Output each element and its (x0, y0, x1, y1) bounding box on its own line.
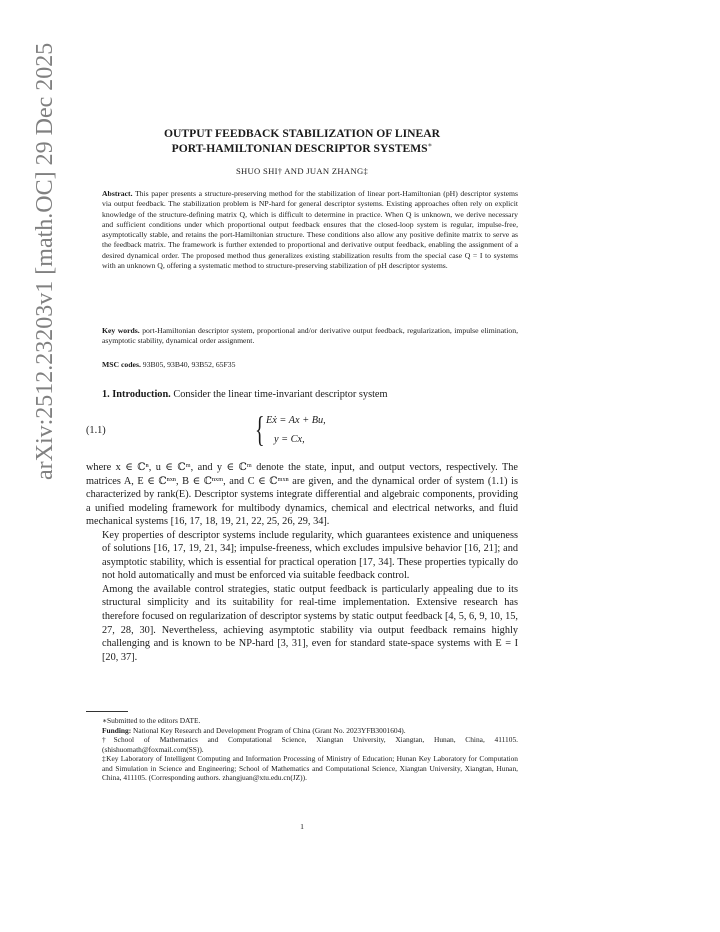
title-line-2: PORT-HAMILTONIAN DESCRIPTOR SYSTEMS∗ (171, 141, 433, 155)
abstract (86, 189, 518, 271)
intro-body (86, 461, 518, 664)
section-heading: 1. Introduction. (102, 389, 171, 400)
funding-text: National Key Research and Development Program of China (Grant No. 2023YFB3001604). (133, 725, 406, 735)
keywords-text: port-Hamiltonian descriptor system, proportional and/or derivative output feedback, regularization, impulse elimination, asymptotic stability, dynamical order assignment. (102, 326, 518, 346)
footnote-affiliation-2: ‡Key Laboratory of Intelligent Computing and Information Processing of Ministry of Education; Hunan Key Laboratory for Computation and Simulation in Science and Engineering; School of Mathematics and Computational Science, Xiangtan University, Xiangtan, Hunan, China, 411105. (Corresponding authors. zhangjuan@xtu.edu.cn(JZ)). (102, 754, 518, 782)
equation-number: (1.1) (86, 425, 106, 436)
equation-brace: { (255, 409, 265, 449)
msc-label: MSC codes. (102, 360, 141, 369)
footnote-submitted: ∗Submitted to the editors DATE. (102, 716, 201, 725)
title-line-1: OUTPUT FEEDBACK STABILIZATION OF LINEAR (164, 127, 440, 140)
paragraph-1: where x ∈ ℂⁿ, u ∈ ℂᵐ, and y ∈ ℂᵐ denote the state, input, and output vectors, respectively. The matrices A, E ∈ ℂⁿˣⁿ, B ∈ ℂⁿˣᵐ, and C ∈ ℂᵐˣⁿ are given, and the dynamical order of system (1.1) is characterized by rank(E). Descriptor systems integrate differential and algebraic components, providing a unified modeling framework for multibody dynamics, chemical and electrical networks, and fluid mechanical systems [16, 17, 18, 19, 21, 22, 25, 26, 29, 34]. (86, 462, 518, 528)
equation-line-2: y = Cx, (274, 434, 305, 445)
keywords-label: Key words. (102, 326, 140, 335)
section-lead: Consider the linear time-invariant descriptor system (173, 389, 388, 400)
paper-title (86, 126, 518, 156)
abstract-label: Abstract. (102, 189, 133, 198)
funding-label: Funding: (102, 725, 132, 735)
msc-codes (86, 360, 518, 370)
title-footnote-mark: ∗ (427, 141, 433, 150)
arxiv-identifier: arXiv:2512.23203v1 [math.OC] 29 Dec 2025 (32, 42, 58, 480)
paragraph-3: Among the available control strategies, static output feedback is particularly appealing due to its structural simplicity and its suitability for real-time implementation. Extensive research has therefore focused on regularization of descriptor systems by static output feedback [4, 5, 6, 9, 10, 15, 27, 28, 30]. Nevertheless, achieving asymptotic stability via output feedback remains highly challenging and is known to be NP-hard [3, 31], even for standard state-space systems with E = I [20, 37]. (102, 583, 518, 663)
author-list: SHUO SHI† AND JUAN ZHANG‡ (235, 166, 369, 176)
footnote-rule (86, 711, 128, 712)
equation-line-1: Eẋ = Ax + Bu, (266, 415, 326, 426)
keywords (86, 326, 518, 347)
msc-text: 93B05, 93B40, 93B52, 65F35 (142, 360, 236, 369)
footnotes (86, 716, 518, 783)
paragraph-2: Key properties of descriptor systems include regularity, which guarantees existence and uniqueness of solutions [16, 17, 19, 21, 34]; impulse-freeness, which excludes impulsive behavior [16, 21]; and asymptotic stability, which is essential for practical operation [17, 34]. These properties typically do not hold automatically and must be enforced via suitable feedback control. (102, 529, 518, 582)
equation-1-1 (86, 409, 518, 455)
page-number: 1 (300, 822, 304, 831)
footnote-affiliation-1: †School of Mathematics and Computational Science, Xiangtan University, Xiangtan, Hunan, China, 411105. (shishuomath@foxmail.com(SS)). (102, 735, 518, 754)
abstract-text: This paper presents a structure-preserving method for the stabilization of linear port-Hamiltonian (pH) descriptor systems via output feedback. The stabilization problem is NP-hard for general descriptor systems. Existing approaches often rely on explicit knowledge of the structure-defining matrix Q, which is difficult to determine in practice. When Q is unknown, we derive necessary and sufficient conditions under which proportional output feedback ensures that the closed-loop system is regular, impulse-free, asymptotically stable, and retains the port-Hamiltonian structure. These conditions also allow any positive definite matrix to serve as the feedback matrix. The framework is further extended to proportional and derivative output feedback, enabling the assignment of a desired dynamical order. The proposed method thus generalizes existing stabilization results from the special case Q = I to systems with an unknown Q, offering a systematic method to structure-preserving stabilization of pH descriptor systems. (102, 189, 518, 271)
section-introduction (86, 388, 518, 402)
footnote-funding (86, 726, 518, 736)
